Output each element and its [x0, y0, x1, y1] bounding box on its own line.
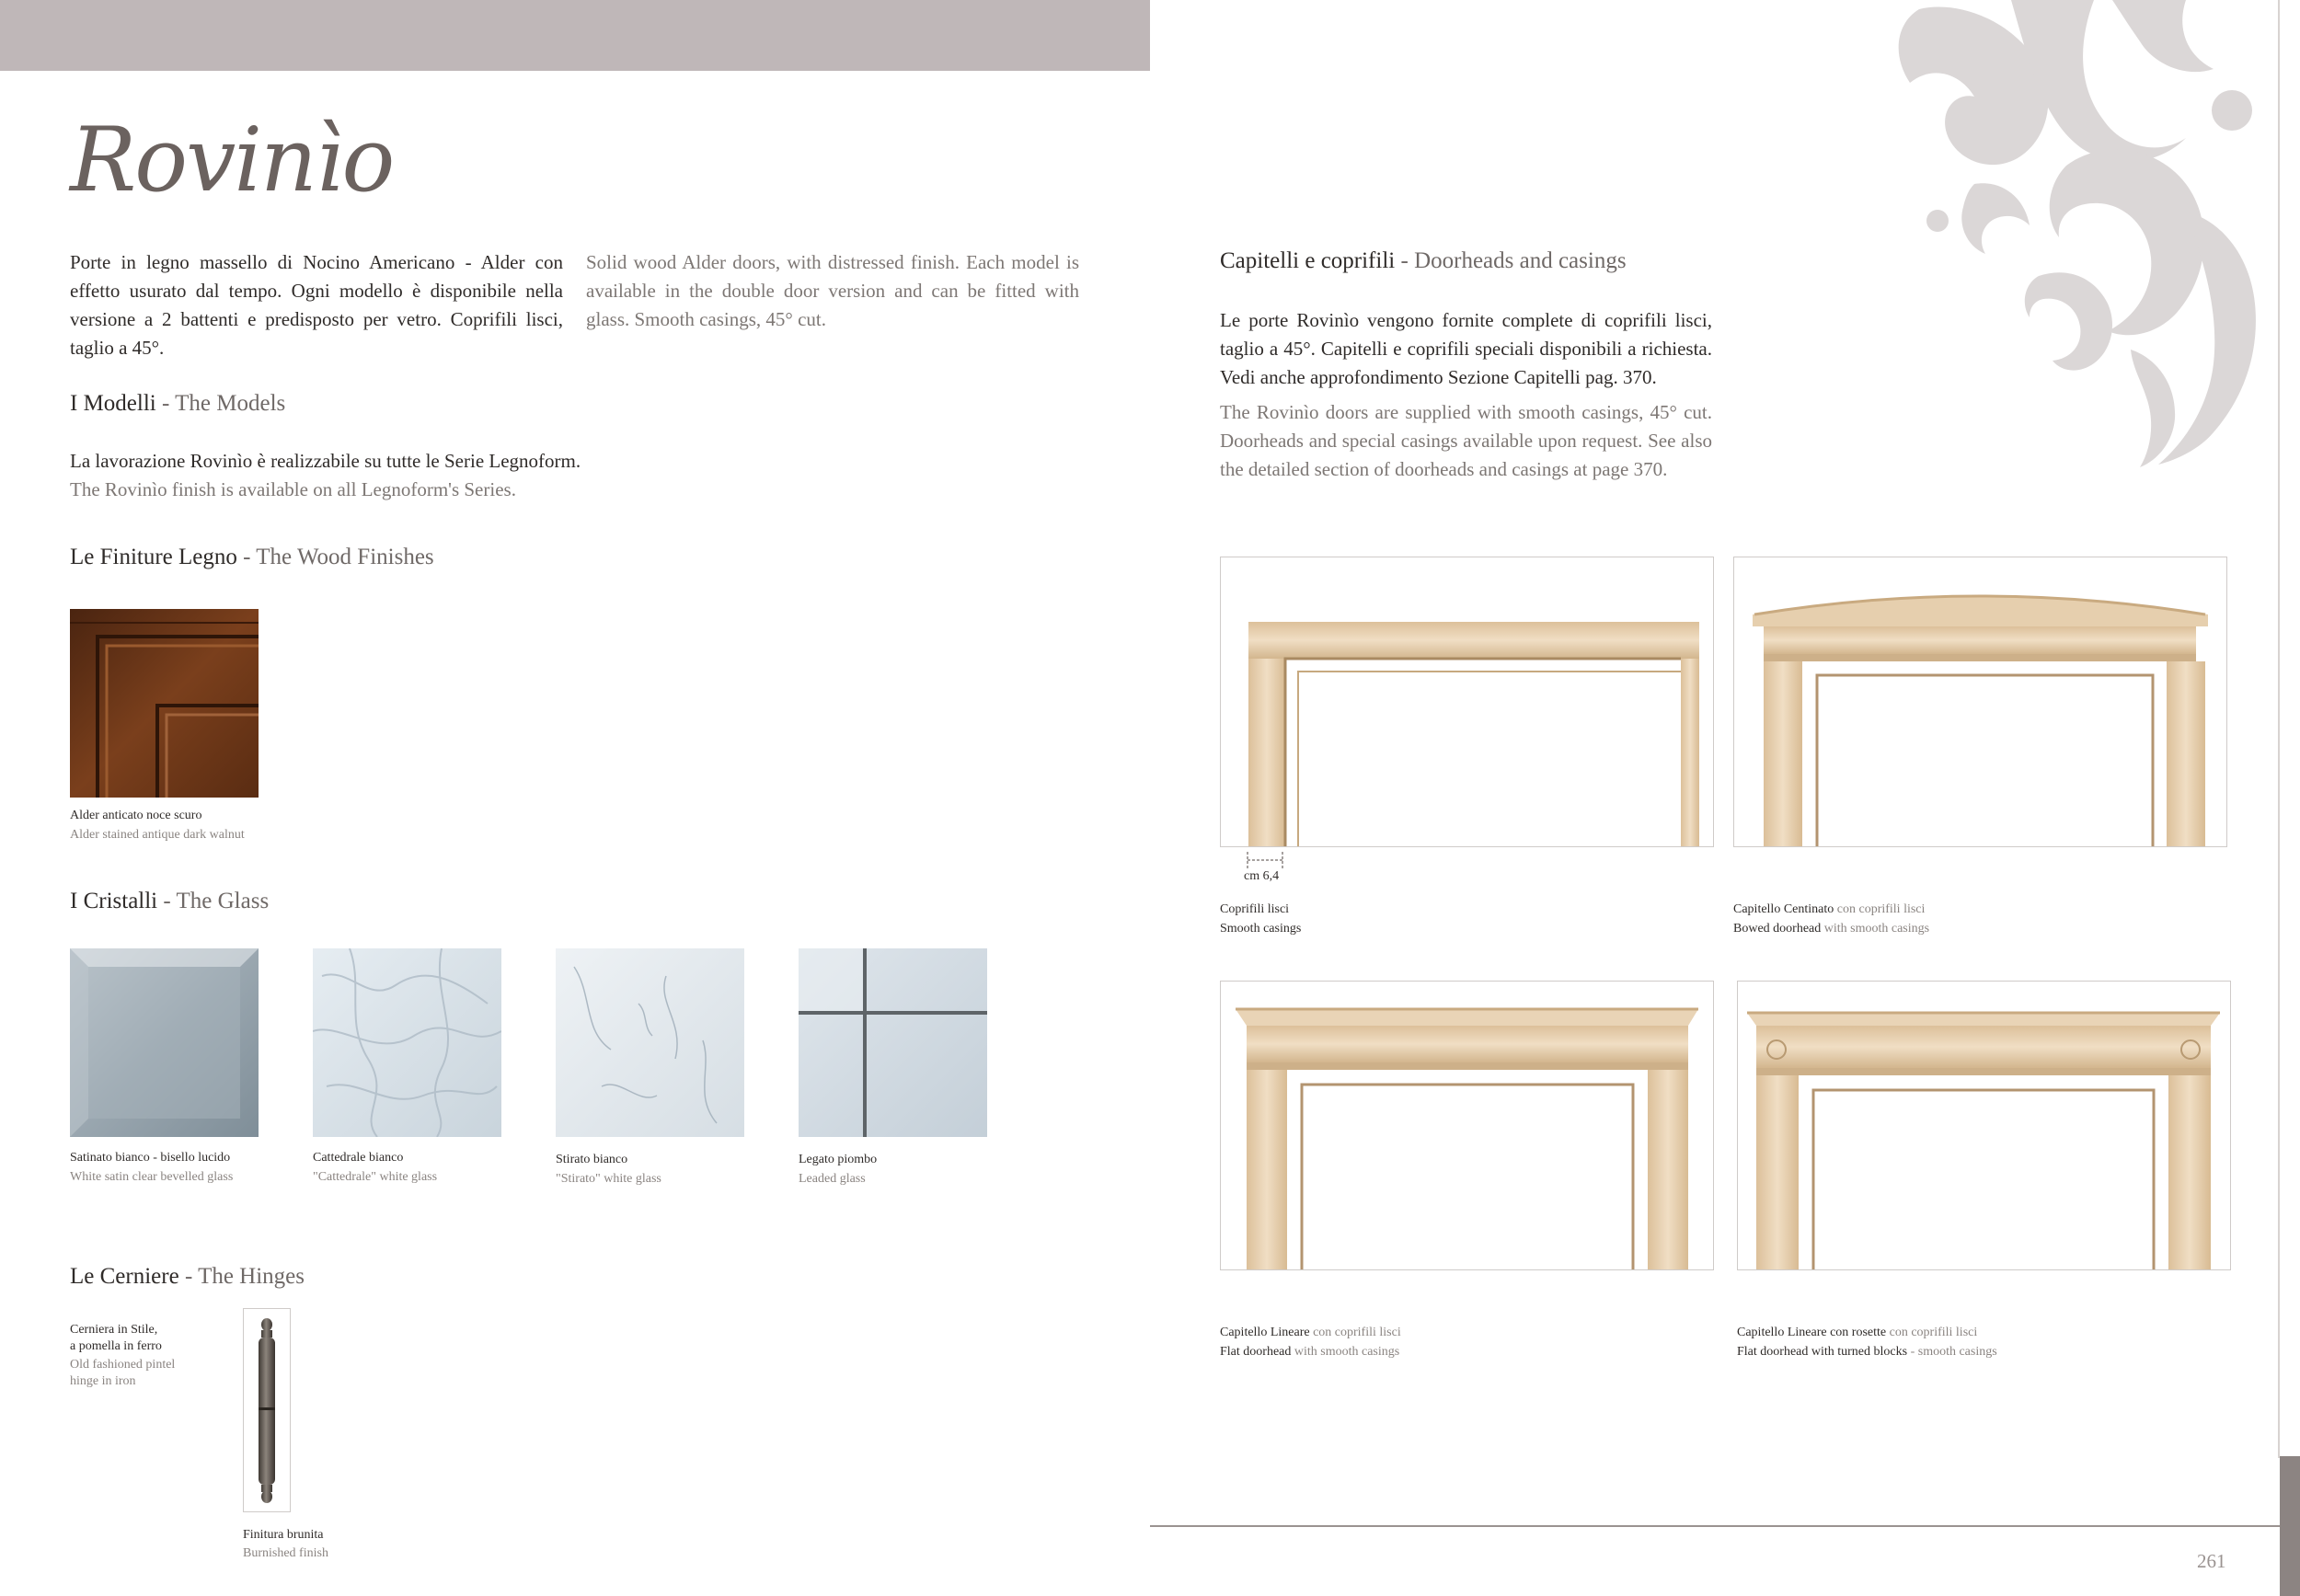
glass-heading: I Cristalli - The Glass	[70, 889, 270, 913]
glass-swatch-satin-bevelled	[70, 948, 259, 1137]
frame-caption-en-1-bold: Smooth casings	[1220, 922, 1302, 936]
glass-swatch-stirato	[556, 948, 744, 1137]
glass-caption-it-2: Cattedrale bianco	[313, 1151, 404, 1165]
wood-caption-en: Alder stained antique dark walnut	[70, 828, 245, 842]
glass-caption-en-4: Leaded glass	[799, 1172, 866, 1186]
footer-rule	[1150, 1525, 2280, 1527]
hinge-caption-en-2: hinge in iron	[70, 1374, 136, 1388]
glass-swatch-cattedrale	[313, 948, 501, 1137]
measure-label: cm 6,4	[1244, 869, 1280, 883]
hinge-image	[243, 1308, 291, 1512]
frame-image-smooth-casings	[1220, 557, 1714, 847]
frame-caption-it-2	[1733, 901, 1925, 919]
glass-caption-it-3: Stirato bianco	[556, 1153, 628, 1166]
top-color-bar	[0, 0, 1150, 71]
frame-caption-it-3	[1220, 1324, 1401, 1342]
doorheads-heading-it: Capitelli e coprifili	[1220, 248, 1396, 273]
damask-ornament	[1882, 0, 2278, 469]
doorheads-italian: Le porte Rovinìo vengono fornite complete di coprifili lisci, taglio a 45°. Capitelli e coprifili speciali disponibili a richiesta. Vedi anche approfondimento Sezione Capitelli pag. 370.	[1220, 309, 1712, 388]
frame-caption-en-1	[1220, 920, 1301, 938]
glass-heading-en: The Glass	[176, 889, 270, 913]
frame-caption-en-2-bold: Bowed doorhead	[1733, 922, 1822, 936]
glass-caption-en-1: White satin clear bevelled glass	[70, 1170, 234, 1184]
frame-caption-it-3-bold: Capitello Lineare	[1220, 1326, 1310, 1339]
hinge-caption-en-1: Old fashioned pintel	[70, 1358, 176, 1372]
frame-caption-it-2-bold: Capitello Centinato	[1733, 902, 1834, 916]
glass-heading-it: I Cristalli	[70, 889, 158, 913]
frame-image-flat-doorhead	[1220, 981, 1714, 1270]
models-italian: La lavorazione Rovinìo è realizzabile su tutte le Serie Legnoform.	[70, 450, 581, 472]
frame-caption-en-3-bold: Flat doorhead	[1220, 1345, 1292, 1359]
frame-caption-it-4	[1737, 1324, 1977, 1342]
frame-image-flat-doorhead-rosettes	[1737, 981, 2231, 1270]
frame-image-bowed-doorhead	[1733, 557, 2227, 847]
frame-caption-en-4-rest: - smooth casings	[1907, 1345, 1997, 1359]
doorheads-heading: Capitelli e coprifili - Doorheads and casings	[1220, 248, 1627, 273]
wood-swatch-dark-walnut	[70, 609, 259, 798]
wood-caption-it: Alder anticato noce scuro	[70, 809, 202, 822]
frame-caption-en-3-rest: with smooth casings	[1291, 1345, 1400, 1359]
doorheads-heading-en: Doorheads and casings	[1414, 248, 1627, 273]
hinge-finish-en: Burnished finish	[243, 1546, 328, 1560]
glass-swatch-leaded	[799, 948, 987, 1137]
hinge-caption-it-2: a pomella in ferro	[70, 1339, 162, 1353]
glass-caption-en-3: "Stirato" white glass	[556, 1172, 661, 1186]
frame-caption-it-1-bold: Coprifili lisci	[1220, 902, 1290, 916]
models-english: The Rovinìo finish is available on all Legnoform's Series.	[70, 478, 516, 500]
page-number: 261	[2197, 1550, 2226, 1572]
frame-caption-en-2-rest: with smooth casings	[1821, 922, 1930, 936]
wood-heading: Le Finiture Legno - The Wood Finishes	[70, 545, 434, 569]
wood-heading-it: Le Finiture Legno	[70, 545, 237, 569]
page-title: Rovinìo	[70, 109, 394, 212]
hinge-caption-it-1: Cerniera in Stile,	[70, 1323, 158, 1337]
frame-caption-it-4-bold: Capitello Lineare con rosette	[1737, 1326, 1887, 1339]
hinges-heading-en: The Hinges	[198, 1264, 305, 1289]
right-edge-block	[2280, 1456, 2300, 1596]
frame-caption-en-4	[1737, 1343, 1997, 1361]
intro-english: Solid wood Alder doors, with distressed finish. Each model is available in the double door version and can be fitted with glass. Smooth casings, 45° cut.	[586, 251, 1079, 330]
glass-caption-en-2: "Cattedrale" white glass	[313, 1170, 438, 1184]
models-heading-it: I Modelli	[70, 391, 156, 416]
hinges-heading: Le Cerniere - The Hinges	[70, 1264, 305, 1289]
doorheads-english: The Rovinìo doors are supplied with smooth casings, 45° cut. Doorheads and special casings available upon request. See also the detailed section of doorheads and casings at page 370.	[1220, 401, 1712, 480]
frame-caption-it-3-rest: con coprifili lisci	[1309, 1326, 1401, 1339]
frame-caption-it-2-rest: con coprifili lisci	[1834, 902, 1926, 916]
hinges-heading-it: Le Cerniere	[70, 1264, 179, 1289]
frame-caption-it-4-rest: con coprifili lisci	[1886, 1326, 1978, 1339]
models-heading-en: The Models	[175, 391, 286, 416]
frame-caption-en-3	[1220, 1343, 1399, 1361]
frame-caption-en-4-bold: Flat doorhead with turned blocks	[1737, 1345, 1908, 1359]
wood-heading-en: The Wood Finishes	[256, 545, 434, 569]
models-heading: I Modelli - The Models	[70, 391, 286, 416]
frame-caption-en-2	[1733, 920, 1929, 938]
glass-caption-it-4: Legato piombo	[799, 1153, 878, 1166]
glass-caption-it-1: Satinato bianco - bisello lucido	[70, 1151, 231, 1165]
right-edge-line	[2278, 0, 2280, 1458]
frame-caption-it-1	[1220, 901, 1289, 919]
hinge-finish-it: Finitura brunita	[243, 1528, 324, 1542]
intro-italian: Porte in legno massello di Nocino Americano - Alder con effetto usurato dal tempo. Ogni modello è disponibile nella versione a 2 battenti e predisposto per vetro. Coprifili lisci, taglio a 45°.	[70, 251, 563, 359]
